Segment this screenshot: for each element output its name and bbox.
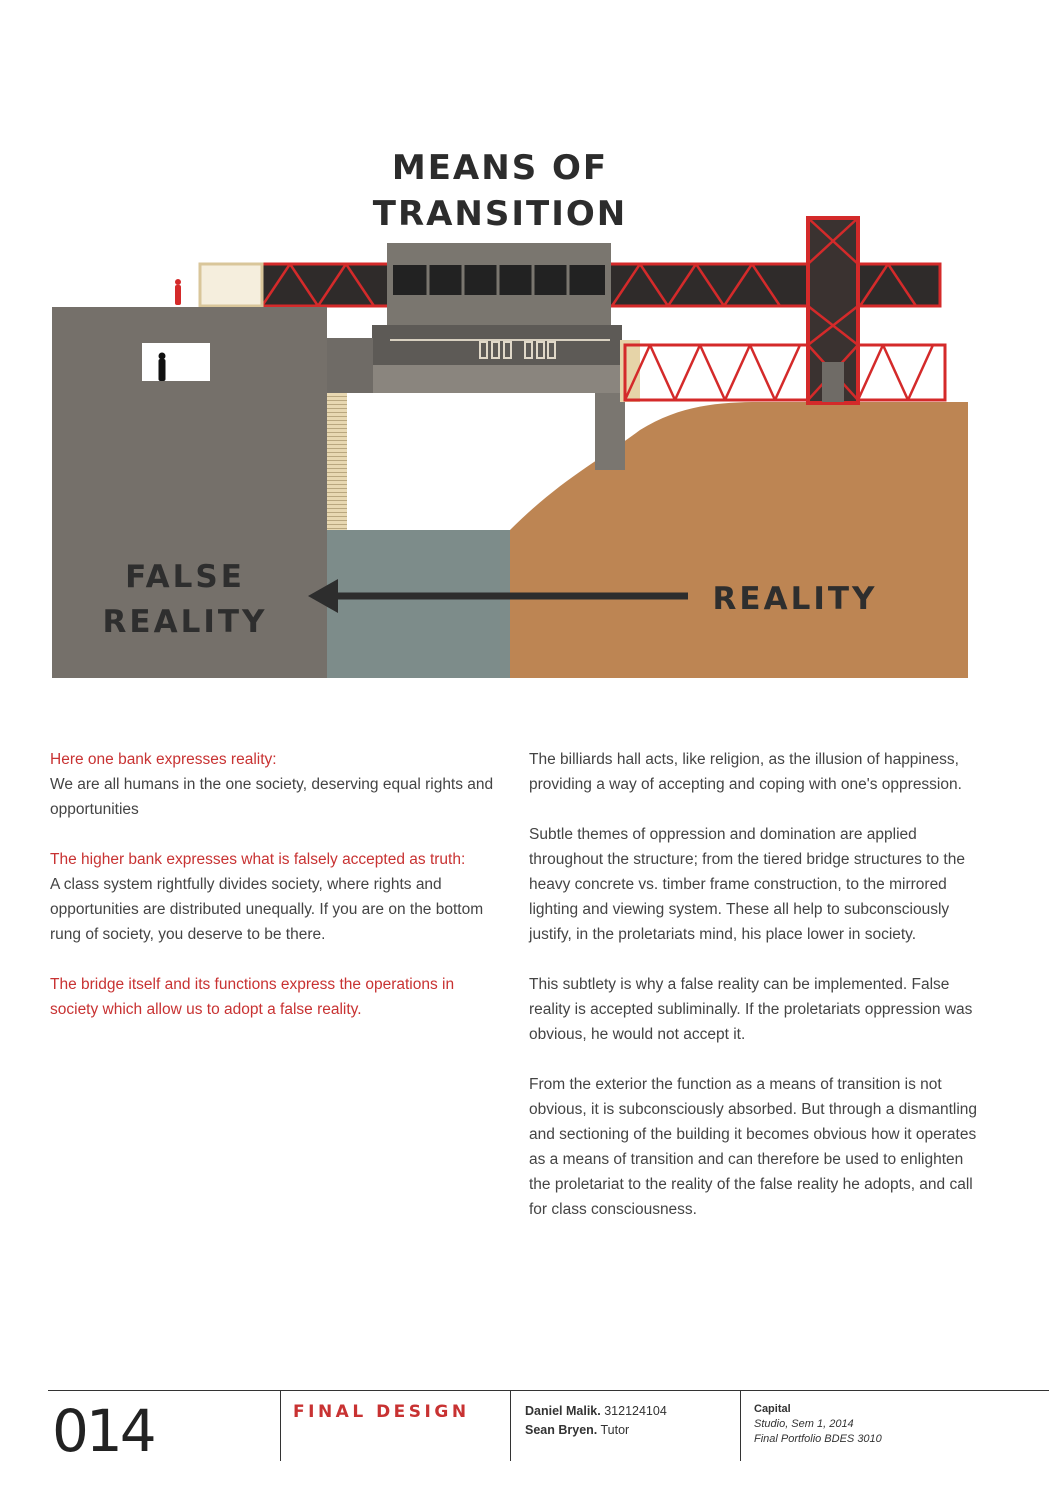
red-person-figure <box>175 279 181 305</box>
left-paragraph-1 <box>50 747 500 822</box>
title-line-2: TRANSITION <box>372 194 628 234</box>
left-text-column <box>50 747 500 1047</box>
false-reality-label <box>55 555 315 645</box>
title-line-1: MEANS OF <box>391 148 609 188</box>
left-p3-red: The bridge itself and its functions express the operations in society which allow us to adopt a false reality. <box>50 976 455 1018</box>
author-id: 312124104 <box>600 1404 667 1418</box>
left-paragraph-3 <box>50 972 500 1022</box>
footer-divider <box>48 1390 1049 1391</box>
reality-label: REALITY <box>712 581 878 617</box>
footer-separator-3 <box>740 1390 741 1461</box>
person-figure <box>159 353 166 382</box>
right-paragraph-3: This subtlety is why a false reality can be implemented. False reality is accepted subliminally. If the proletariats oppression was obvious, he would not accept it. <box>529 976 973 1043</box>
course-block <box>754 1402 882 1447</box>
author-line <box>525 1402 667 1421</box>
left-p1-red: Here one bank expresses reality: <box>50 751 277 768</box>
page-title <box>300 145 700 237</box>
section-title: FINAL DESIGN <box>293 1402 470 1422</box>
left-p1-text: We are all humans in the one society, deserving equal rights and opportunities <box>50 776 494 818</box>
author-name: Daniel Malik. <box>525 1404 601 1418</box>
course-title: Capital <box>754 1403 791 1415</box>
tutor-name: Sean Bryen. <box>525 1423 598 1437</box>
left-p2-red: The higher bank expresses what is falsely accepted as truth: <box>50 851 466 868</box>
water-channel <box>320 530 515 678</box>
viewing-window <box>142 343 210 381</box>
tutor-role: Tutor <box>597 1423 630 1437</box>
false-reality-line-1: FALSE <box>125 559 245 595</box>
left-p2-text: A class system rightfully divides society, where rights and opportunities are distributed unequally. If you are on the bottom rung of society, you deserve to be there. <box>50 876 484 943</box>
tutor-line <box>525 1421 667 1440</box>
authors-block <box>525 1402 667 1440</box>
lower-truss <box>625 345 945 400</box>
right-paragraph-1: The billiards hall acts, like religion, as the illusion of happiness, providing a way of accepting and coping with one's oppression. <box>529 751 962 793</box>
earth-bank <box>510 402 968 678</box>
right-paragraph-2: Subtle themes of oppression and domination are applied throughout the structure; from the tiered bridge structures to the heavy concrete vs. timber frame construction, to the mirrored lighting and viewing system. These all help to subconsciously justify, in the proletariats mind, his place lower in society. <box>529 826 965 943</box>
course-line-3: Final Portfolio BDES 3010 <box>754 1433 882 1445</box>
building-lower <box>372 325 622 370</box>
right-text-column <box>529 747 989 1247</box>
right-paragraph-4: From the exterior the function as a means of transition is not obvious, it is subconsciously absorbed. But through a dismantling and sectioning of the building it becomes obvious how it operates as a means of transition and can therefore be used to enlighten the proletariat to the reality of the false reality he adopts, and call for class consciousness. <box>529 1076 978 1218</box>
page-number: 014 <box>52 1397 154 1465</box>
footer-separator-1 <box>280 1390 281 1461</box>
false-reality-line-2: REALITY <box>102 604 268 640</box>
course-line-2: Studio, Sem 1, 2014 <box>754 1418 854 1430</box>
footer-separator-2 <box>510 1390 511 1461</box>
left-paragraph-2 <box>50 847 500 947</box>
